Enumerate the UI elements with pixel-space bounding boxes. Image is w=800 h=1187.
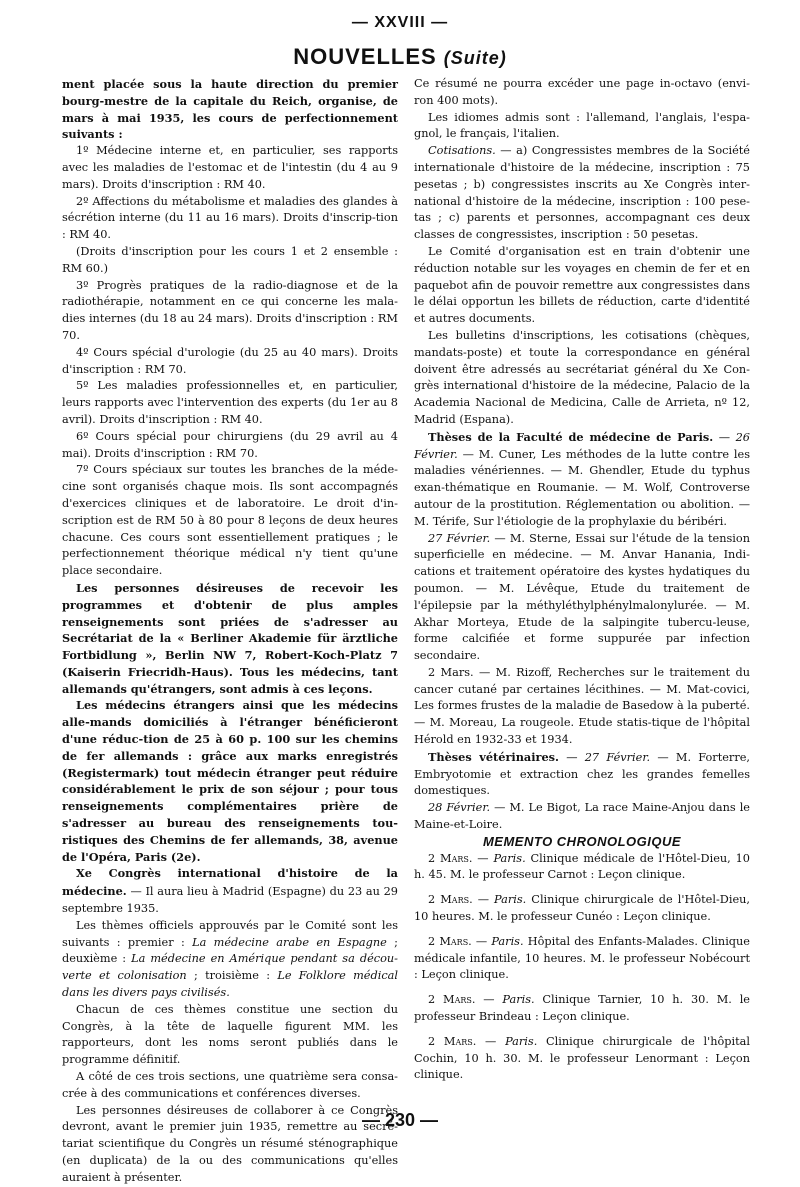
paragraph-body: — M. Sterne, Essai sur l'étude de la tension superficielle en médecine. — M. Anvar Hanania, Indi-cations et traitement opératoire des kystes hydatiques du poumon. — M. Lévêque, Etude du traitement de l'épilepsie par la méthyléthylphénylmalonylurée. — M. Akhar Morteya, Etude de la salpingite tubercu-leuse, forme calcifiée et forme suppurée par infection secondaire. <box>414 531 751 663</box>
paragraph-body: — M. Rizoff, Recherches sur le traitement du cancer cutané par certaines lécithines. — M. Mat-covici, Les formes frustes de la maladie de Basedow à la puberté. — M. Moreau, La rougeole. Etude statis-tique de l'hôpital Hérold en 1932-33 et 1934. <box>414 665 750 747</box>
paragraph: Chacun de ces thèmes constitue une section du Congrès, à la tête de laquelle figurent MM. les rapporteurs, dont les noms seront publiés dans le programme définitif. <box>62 1002 398 1067</box>
date-label: 2 Mars. <box>428 665 474 679</box>
page-roman-numeral: — XXVIII — <box>351 14 449 31</box>
paragraph-heading: Thèses de la Faculté de médecine de Paris. <box>428 429 714 444</box>
memento-entry: 2 Mars. — Paris. Clinique chirurgicale de l'hôpital Cochin, 10 h. 30. M. le professeur Lenormant : Leçon clinique. <box>414 1034 751 1082</box>
paragraph-heading: Xe Congrès international d'histoire de la médecine. <box>62 866 398 899</box>
paragraph: Les personnes désireuses de collaborer à ce Congrès devront, avant le premier juin 1935, remettre au secré-tariat scientifique du Congrès un résumé sténographique (en duplicata) de la ou des communications qu'elles auraient à présenter. <box>62 1103 398 1184</box>
paragraph: 1º Médecine interne et, en particulier, ses rapports avec les maladies de l'estomac et de l'intestin (du 4 au 9 mars). Droits d'inscription : RM 40. <box>62 144 398 191</box>
paragraph: Les médecins étrangers ainsi que les médecins alle-mands domiciliés à l'étranger bénéficieront d'une réduc-tion de 25 à 60 p. 100 sur les chemins de fer allemands : grâce aux marks enregistrés (Registermark) tout médecin étranger peut réduire considérablement le prix de son séjour ; pour tous renseignements complémentaires prière de s'adresser au bureau des renseignements tou-ristiques des Chemins de fer allemands, 38, avenue de l'Opéra, Paris (2e). <box>62 698 398 864</box>
memento-city: Paris. <box>491 934 524 948</box>
memento-body: Clinique médicale de l'Hôtel-Dieu, 10 h. 45. M. le professeur Carnot : Leçon clinique. <box>414 851 750 882</box>
page-number: — 230 — <box>361 1110 439 1130</box>
memento-city: Paris. <box>505 1034 538 1048</box>
paragraph <box>414 749 750 800</box>
paragraph: 3º Progrès pratiques de la radio-diagnose et de la radiothérapie, notamment en ce qui concerne les mala-dies internes (du 18 au 24 mars). Droits d'inscription : RM 70. <box>62 278 398 342</box>
paragraph <box>62 918 398 1002</box>
date-label: 27 Février. <box>428 531 491 545</box>
memento-city: Paris. <box>502 993 535 1007</box>
date-label: — 27 Février. <box>558 750 651 764</box>
memento-body: Clinique Tarnier, 10 h. 30. M. le professeur Brindeau : Leçon clinique. <box>414 993 750 1024</box>
paragraph: 5º Les maladies professionnelles et, en particulier, leurs rapports avec l'intervention des experts (du 1er au 8 avril). Droits d'inscription : RM 40. <box>62 379 398 426</box>
memento-date: 2 Mars. <box>428 1034 477 1048</box>
paragraph <box>414 800 750 834</box>
memento-body: Hôpital des Enfants-Malades. Clinique médicale infantile, 10 heures. M. le professeur Nobécourt : Leçon clinique. <box>414 934 750 982</box>
paragraph <box>414 429 750 531</box>
paragraph: Les idiomes admis sont : l'allemand, l'anglais, l'espa-gnol, le français, l'italien. <box>414 110 750 141</box>
memento-city: Paris. <box>494 893 527 907</box>
memento-body: Clinique chirurgicale de l'hôpital Cochin, 10 h. 30. M. le professeur Lenormant : Leçon clinique. <box>414 1034 751 1082</box>
paragraph: 6º Cours spécial pour chirurgiens (du 29 avril au 4 mai). Droits d'inscription : RM 70. <box>62 429 398 460</box>
memento-heading: MEMENTO CHRONOLOGIQUE <box>482 833 682 849</box>
memento-date: 2 Mars. <box>428 851 473 865</box>
paragraph <box>62 865 398 917</box>
paragraph-body: — M. Forterre, Embryotomie et extraction chez les grandes femelles domestiques. <box>414 750 751 798</box>
memento-date: 2 Mars. <box>428 893 473 907</box>
italic-run: Le Folklore médical dans les divers pays civilisés. <box>62 969 398 1000</box>
paragraph: (Droits d'inscription pour les cours 1 et 2 ensemble : RM 60.) <box>62 244 398 275</box>
paragraph: 7º Cours spéciaux sur toutes les branches de la méde-cine sont organisés chaque mois. Ils sont accompagnés d'exercices cliniques et de laboratoire. Le droit d'in-scription est de RM 50 à 80 pour 8 leçons de deux heures chacune. Ces cours sont essentiellement pratiques ; le perfectionnement théorique médical n'y tient qu'une place secondaire. <box>62 463 398 578</box>
paragraph-label: Cotisations. <box>428 144 496 158</box>
paragraph: Les personnes désireuses de recevoir les programmes et d'obtenir de plus amples renseignements sont priées de s'adresser au Secrétariat de la « Berliner Akademie für ärztliche Fortbidlung », Berlin NW 7, Robert-Koch-Platz 7 (Kaiserin Friecridh-Haus). Tous les médecins, tant allemands qu'étrangers, sont admis à ces leçons. <box>62 580 398 696</box>
text-run: Les thèmes officiels approuvés par le Comité sont les suivants : premier : <box>62 918 398 949</box>
date-label: — 26 Février. <box>414 430 750 461</box>
memento-entry: 2 Mars. — Paris. Clinique médicale de l'Hôtel-Dieu, 10 h. 45. M. le professeur Carnot : Leçon clinique. <box>414 851 750 882</box>
paragraph-body: — M. Cuner, Les méthodes de la lutte contre les maladies vénériennes. — M. Ghendler, Etude du typhus exan-thématique en Roumanie. — M. Wolf, Controverse autour de la prostitution. Réglementation ou abolition. — M. Térife, Sur l'étiologie de la prophylaxie du béribéri. <box>414 447 750 528</box>
paragraph <box>414 143 750 244</box>
paragraph <box>414 531 750 665</box>
section-title: NOUVELLES <box>293 44 437 69</box>
paragraph <box>414 665 750 749</box>
italic-run: La médecine en Amérique pendant sa décou-verte et colonisation <box>62 952 398 983</box>
section-title-suffix: (Suite) <box>443 48 507 68</box>
memento-entry: 2 Mars. — Paris. Hôpital des Enfants-Malades. Clinique médicale infantile, 10 heures. M. le professeur Nobécourt : Leçon clinique. <box>414 934 750 982</box>
memento-body: Clinique chirurgicale de l'Hôtel-Dieu, 10 heures. M. le professeur Cunéo : Leçon clinique. <box>414 893 751 924</box>
paragraph: A côté de ces trois sections, une quatrième sera consa-crée à des communications et conférences diverses. <box>62 1070 398 1100</box>
paragraph: Le Comité d'organisation est en train d'obtenir une réduction notable sur les voyages en chemin de fer et en paquebot afin de pouvoir remettre aux congressistes dans le délai opportun les billets de réduction, carte d'identité et autres documents. <box>414 244 750 326</box>
paragraph-body: — a) Congressistes membres de la Société internationale d'histoire de la médecine, inscription : 75 pesetas ; b) congressistes inscrits au Xe Congrès inter-national d'histoire de la médecine, inscription : 100 pese-tas ; c) parents et personnes, accompagnant ces deux classes de congressistes, inscription : 50 pesetas. <box>414 144 750 242</box>
memento-date: 2 Mars. <box>428 993 476 1007</box>
right-column <box>414 76 750 1092</box>
page-title <box>0 44 800 70</box>
text-run: ; troisième : <box>186 969 278 983</box>
paragraph: Les bulletins d'inscriptions, les cotisations (chèques, mandats-poste) et toute la correspondance en général doivent être adressés au secrétariat général du Xe Con-grès international d'histoire de la médecine, Palacio de la Academia Nacional de Medicina, Calle de Arrieta, nº 12, Madrid (Espana). <box>414 328 750 426</box>
paragraph: Ce résumé ne pourra excéder une page in-octavo (envi-ron 400 mots). <box>414 77 750 107</box>
date-label: 28 Février. <box>428 801 491 815</box>
paragraph-heading: Thèses vétérinaires. <box>428 749 559 764</box>
paragraph: 2º Affections du métabolisme et maladies des glandes à sécrétion interne (du 11 au 16 mars). Droits d'inscrip-tion : RM 40. <box>62 194 398 242</box>
memento-entry: 2 Mars. — Paris. Clinique chirurgicale de l'Hôtel-Dieu, 10 heures. M. le professeur Cunéo : Leçon clinique. <box>414 893 751 924</box>
paragraph-body: — M. Le Bigot, La race Maine-Anjou dans le Maine-et-Loire. <box>414 801 750 832</box>
paragraph: 4º Cours spécial d'urologie (du 25 au 40 mars). Droits d'inscription : RM 70. <box>62 345 398 376</box>
left-column <box>62 76 398 1187</box>
memento-date: 2 Mars. <box>428 934 472 948</box>
italic-run: La médecine arabe en Espagne <box>192 935 387 949</box>
paragraph-body: — Il aura lieu à Madrid (Espagne) du 23 au 29 septembre 1935. <box>62 885 398 916</box>
memento-entry: 2 Mars. — Paris. Clinique Tarnier, 10 h. 30. M. le professeur Brindeau : Leçon clinique. <box>414 993 750 1024</box>
paragraph: ment placée sous la haute direction du premier bourg-mestre de la capitale du Reich, organise, de mars à mai 1935, les cours de perfectionnement suivants : <box>62 77 398 142</box>
text-run: ; deuxième : <box>62 935 398 966</box>
memento-city: Paris. <box>493 851 526 865</box>
